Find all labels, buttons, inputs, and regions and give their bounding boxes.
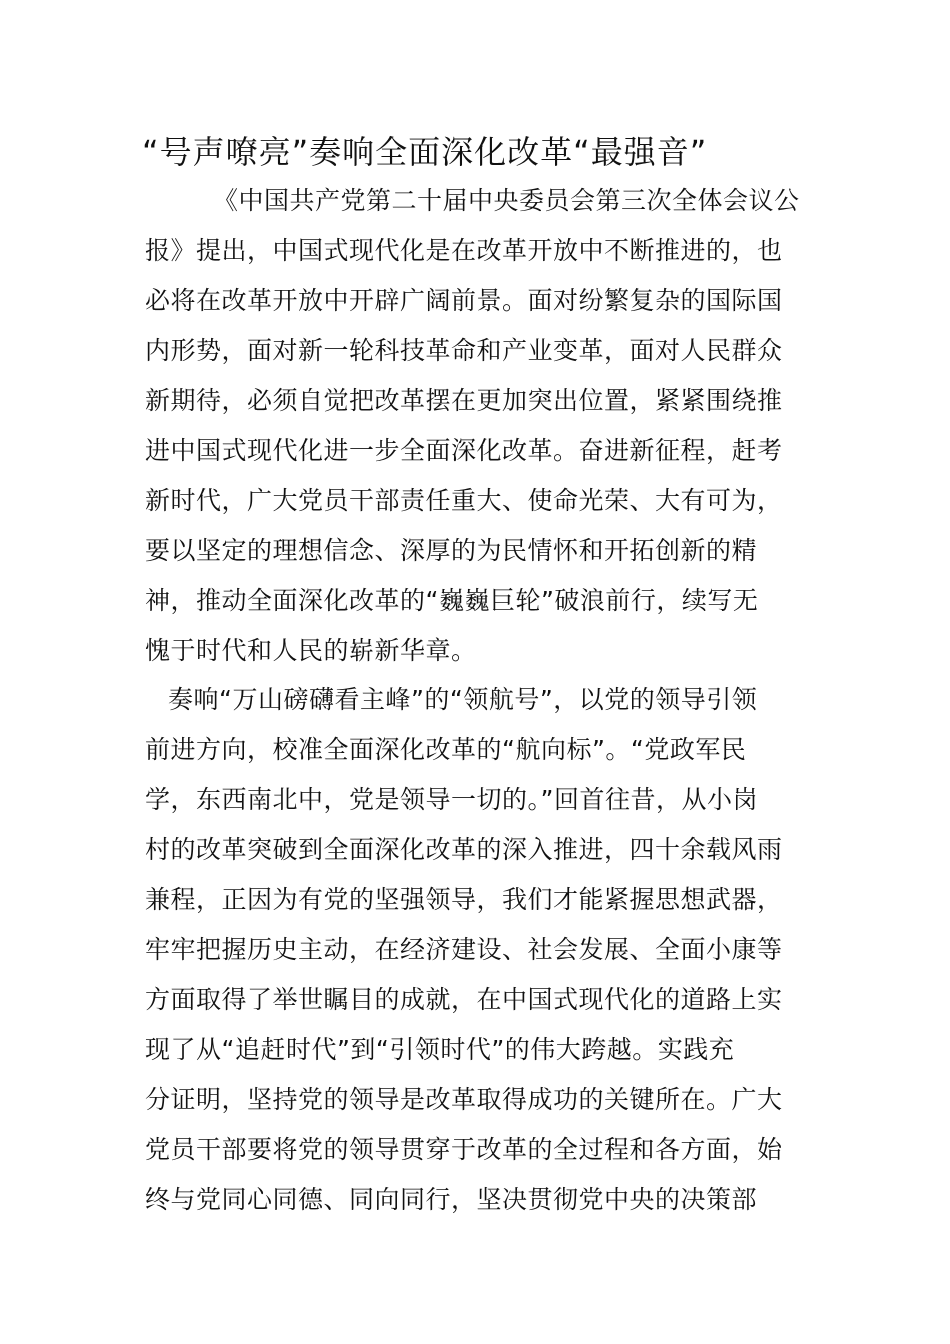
- paragraph-1-line-1: 《中国共产党第二十届中央委员会第三次全体会议公: [213, 186, 800, 215]
- document-title: “号声嘹亮”奏响全面深化改革“最强音”: [142, 133, 708, 171]
- paragraph-2-line-3: 学，东西南北中，党是领导一切的。”回首往昔，从小岗: [145, 785, 758, 814]
- paragraph-1-line-10: 愧于时代和人民的崭新华章。: [145, 636, 477, 665]
- paragraph-1-line-7: 新时代，广大党员干部责任重大、使命光荣、大有可为，: [145, 486, 783, 515]
- paragraph-2-line-7: 方面取得了举世瞩目的成就，在中国式现代化的道路上实: [145, 985, 783, 1014]
- paragraph-1-line-2: 报》提出，中国式现代化是在改革开放中不断推进的，也: [145, 236, 783, 265]
- paragraph-2-line-2: 前进方向，校准全面深化改革的“航向标”。“党政军民: [145, 735, 747, 764]
- paragraph-2-line-4: 村的改革突破到全面深化改革的深入推进，四十余载风雨: [145, 835, 783, 864]
- paragraph-1-line-3: 必将在改革开放中开辟广阔前景。面对纷繁复杂的国际国: [145, 286, 783, 315]
- paragraph-1-line-5: 新期待，必须自觉把改革摆在更加突出位置，紧紧围绕推: [145, 386, 783, 415]
- paragraph-2-line-9: 分证明，坚持党的领导是改革取得成功的关键所在。广大: [145, 1085, 783, 1114]
- paragraph-2-line-11: 终与党同心同德、同向同行，坚决贯彻党中央的决策部: [145, 1185, 758, 1214]
- paragraph-2-line-6: 牢牢把握历史主动，在经济建设、社会发展、全面小康等: [145, 935, 783, 964]
- paragraph-1-line-6: 进中国式现代化进一步全面深化改革。奋进新征程，赶考: [145, 436, 783, 465]
- paragraph-2-line-8: 现了从“追赶时代”到“引领时代”的伟大跨越。实践充: [145, 1035, 735, 1064]
- paragraph-1-line-4: 内形势，面对新一轮科技革命和产业变革，面对人民群众: [145, 336, 783, 365]
- paragraph-2-line-5: 兼程，正因为有党的坚强领导，我们才能紧握思想武器，: [145, 885, 783, 914]
- paragraph-1-line-9: 神，推动全面深化改革的“巍巍巨轮”破浪前行，续写无: [145, 586, 759, 615]
- paragraph-2-line-1: 奏响“万山磅礴看主峰”的“领航号”，以党的领导引领: [168, 685, 758, 714]
- paragraph-2-line-10: 党员干部要将党的领导贯穿于改革的全过程和各方面，始: [145, 1135, 783, 1164]
- paragraph-1-line-8: 要以坚定的理想信念、深厚的为民情怀和开拓创新的精: [145, 536, 758, 565]
